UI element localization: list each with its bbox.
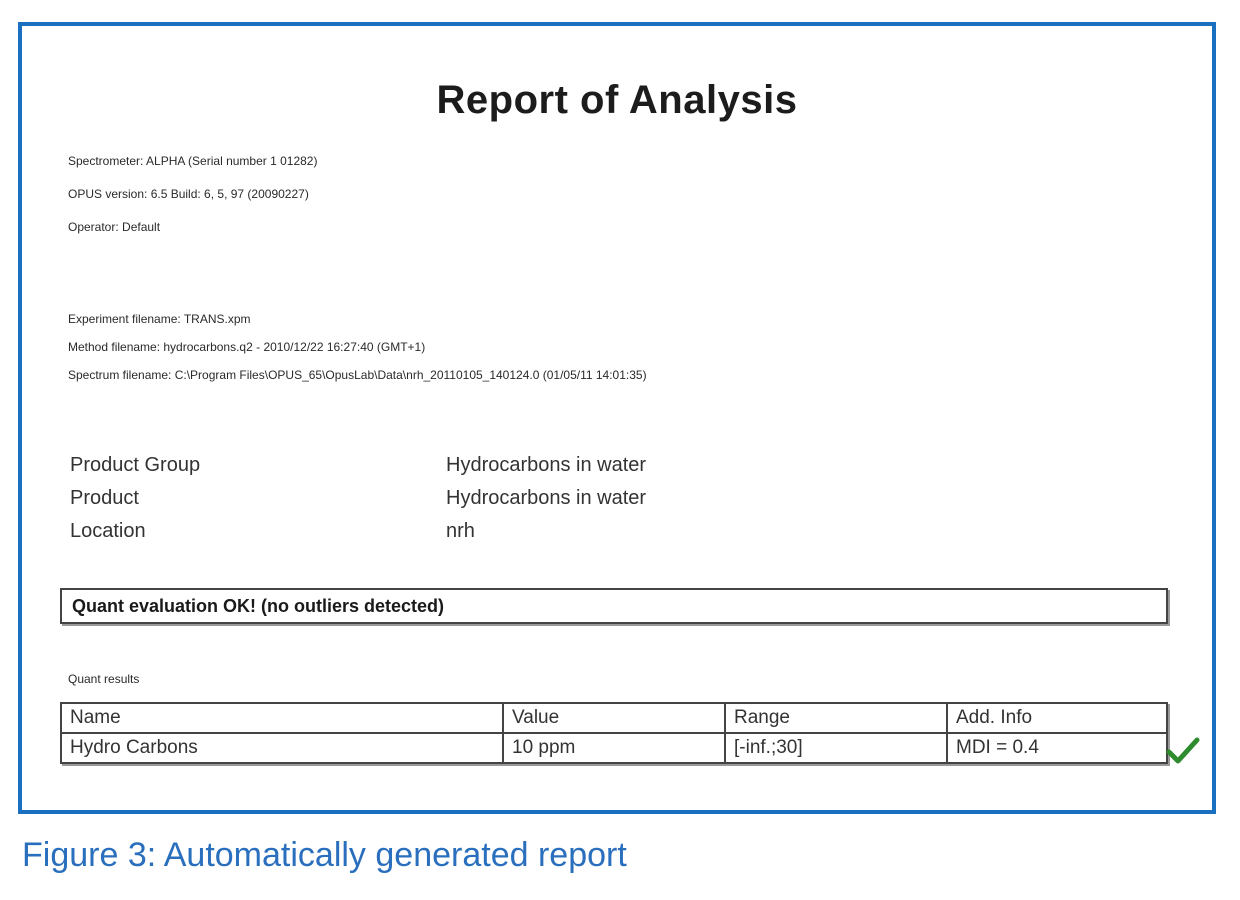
meta-spectrometer: Spectrometer: ALPHA (Serial number 1 01282): [68, 154, 318, 168]
table-header-row: [61, 703, 1167, 733]
product-info: [70, 454, 646, 553]
report-frame: [18, 22, 1216, 814]
info-label: Product: [70, 487, 139, 509]
header-add-info: Add. Info: [947, 703, 1167, 733]
cell-name: Hydro Carbons: [61, 733, 503, 763]
info-row-product-group: [70, 454, 646, 487]
header-range: Range: [725, 703, 947, 733]
quant-results-table: [60, 702, 1168, 764]
meta-operator: Operator: Default: [68, 220, 161, 234]
info-value: nrh: [446, 520, 475, 542]
meta-experiment-filename: Experiment filename: TRANS.xpm: [68, 312, 251, 326]
header-name: Name: [61, 703, 503, 733]
checkmark-icon: [1166, 736, 1200, 766]
meta-method-filename: Method filename: hydrocarbons.q2 - 2010/12/22 16:27:40 (GMT+1): [68, 340, 426, 354]
table-row: [61, 733, 1167, 763]
info-label: Product Group: [70, 454, 201, 476]
meta-spectrum-filename: Spectrum filename: C:\Program Files\OPUS_65\OpusLab\Data\nrh_20110105_140124.0 (01/05/11 14:01:35): [68, 368, 647, 382]
info-row-product: [70, 487, 646, 520]
info-label: Location: [70, 520, 146, 542]
evaluation-status-box: Quant evaluation OK! (no outliers detected): [60, 588, 1168, 624]
report-title: Report of Analysis: [436, 78, 798, 122]
info-row-location: [70, 520, 646, 553]
meta-opus-version: OPUS version: 6.5 Build: 6, 5, 97 (20090227): [68, 187, 309, 201]
cell-range: [-inf.;30]: [725, 733, 947, 763]
quant-results-label: Quant results: [68, 672, 140, 686]
cell-add-info: MDI = 0.4: [947, 733, 1167, 763]
info-value: Hydrocarbons in water: [446, 487, 647, 509]
cell-value: 10 ppm: [503, 733, 725, 763]
figure-caption: Figure 3: Automatically generated report: [22, 836, 627, 874]
header-value: Value: [503, 703, 725, 733]
info-value: Hydrocarbons in water: [446, 454, 647, 476]
